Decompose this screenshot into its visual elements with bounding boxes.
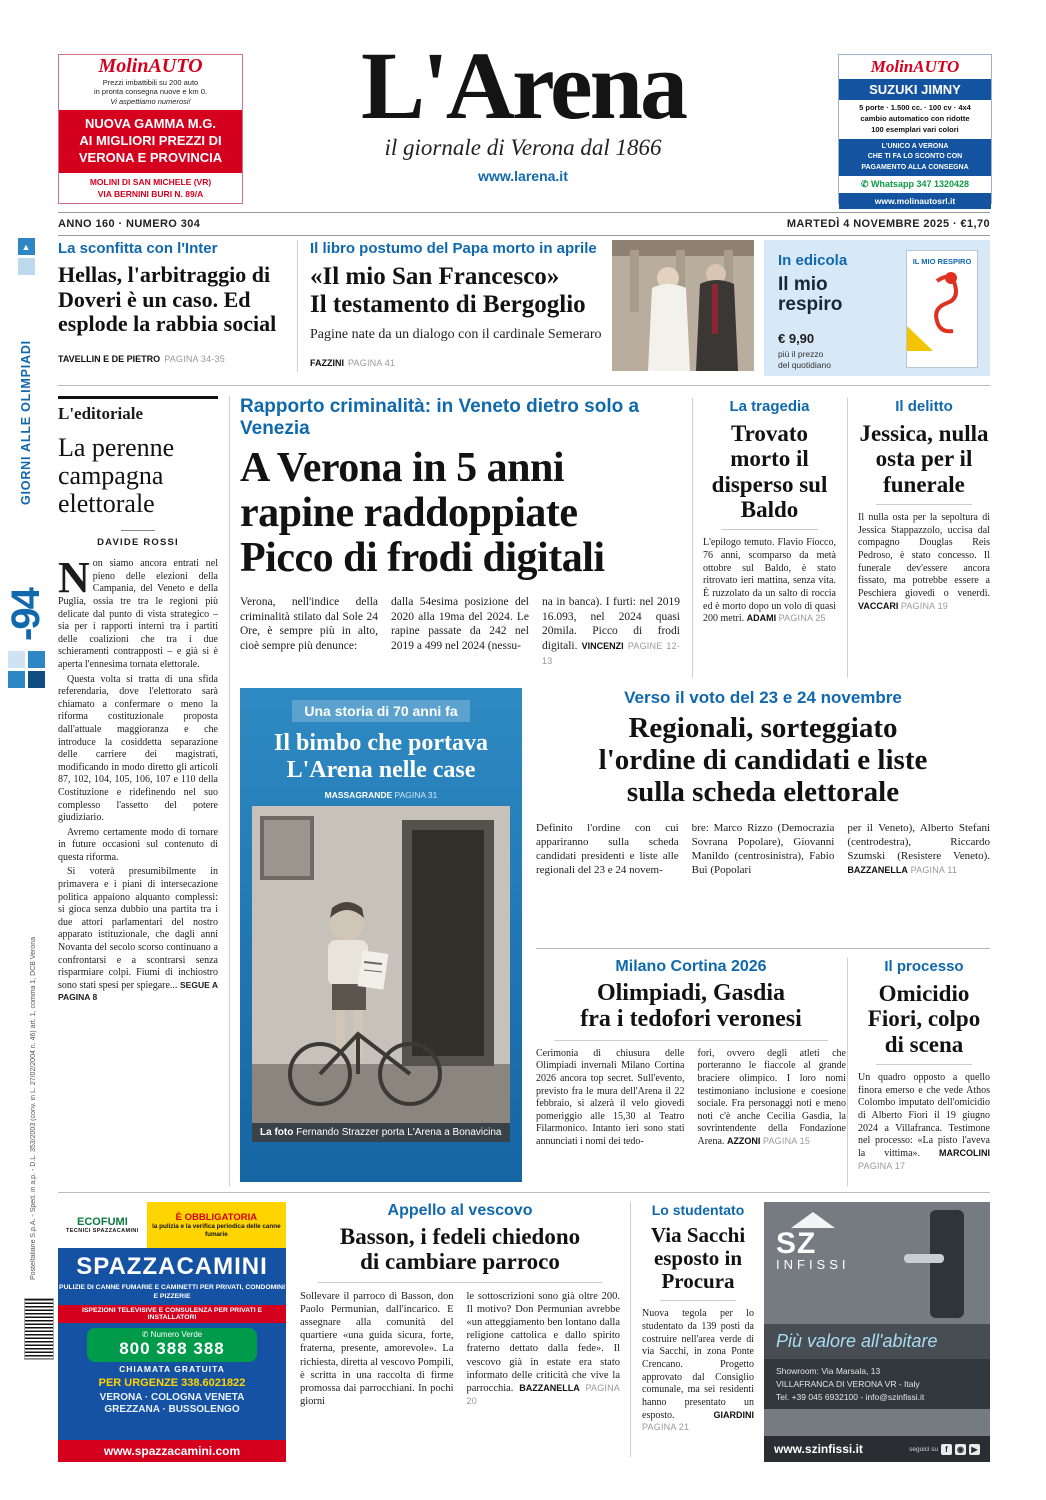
story-byline: ADAMI	[746, 613, 777, 624]
molinauto-logo: MolinAUTO	[870, 57, 960, 76]
social-icons: seguici su f ◉ ▶	[909, 1444, 980, 1455]
story-page-ref: PAGINA 21	[642, 1422, 690, 1433]
story-headline: Omicidio Fiori, colpo di scena	[867, 981, 981, 1057]
story-byline: TAVELLIN E DE PIETRO	[58, 353, 161, 364]
story-kicker: Lo studentato	[651, 1202, 745, 1218]
olympics-countdown-label: GIORNI ALLE OLIMPIADI	[19, 340, 33, 505]
book-cover-art	[907, 266, 977, 351]
divider	[58, 1192, 990, 1193]
divider	[229, 396, 230, 1186]
story-page-ref: PAGINA 34-35	[164, 353, 225, 364]
pope-photo	[612, 240, 754, 371]
story-basson[interactable]	[300, 1202, 620, 1409]
ad-molinauto-left[interactable]	[58, 54, 243, 204]
barcode	[24, 1298, 54, 1360]
molinauto-logo: MolinAUTO	[98, 55, 203, 77]
ecofumi-logo: ECOFUMI TECNICI SPAZZACAMINI	[58, 1202, 147, 1248]
divider	[660, 1300, 736, 1301]
ad-free-call: CHIAMATA GRATUITA	[119, 1363, 225, 1374]
edicola-kicker: In edicola	[778, 252, 848, 269]
boy-bicycle-photo	[252, 806, 510, 1142]
story-body: L'epilogo temuto. Flavio Fiocco, 76 anni, scomparso da metà ottobre sul Baldo, è stato ritrovato ieri mattina, senza vita. È ruzzolato da un salto di roccia ed è morto dopo un volo di quasi 200 metri. ADAMI PAGINA 25	[703, 537, 836, 625]
divider	[630, 1202, 631, 1457]
publisher-imprint: PosteItaliane S.p.A. - Sped. in a.p. - D.L. 353/2003 (conv. in L. 27/02/2004 n. 46) art. 1, comma 1, DCB Verona	[30, 936, 37, 1280]
ad-address: Showroom: Via Marsala, 13 VILLAFRANCA DI VERONA VR - Italy Tel. +39 045 6932100 - info@szinfissi.it	[764, 1359, 990, 1409]
photo-feature-label: Una storia di 70 anni fa	[292, 700, 469, 722]
story-body: Definito l'ordine con cui appariranno sulla scheda candidati presidenti e liste alle regionali del 23 e 24 novem- bre: Marco Rizzo (Democrazia Sovrana Popolare), Giovanni Manildo (centrosinistra), Fabio Bui (Popolari per il Veneto), Alberto Stefani (centrodestra), Riccardo Szumski (Resistere Veneto). BAZZANELLA PAGINA 11	[536, 821, 991, 876]
ad-emergency-number: PER URGENZE 338.6021822	[98, 1376, 246, 1389]
ad-services: PULIZIE DI CANNE FUMARIE E CAMINETTI PER PRIVATI, CONDOMINI E PIZZERIE	[59, 1284, 285, 1300]
photo-feature-headline: Il bimbo che portava L'Arena nelle case	[273, 730, 488, 783]
story-byline: AZZONI	[726, 1135, 761, 1146]
story-page-ref: PAGINE 12-13	[542, 640, 681, 666]
ad-claim: L'UNICO A VERONA CHE TI FA LO SCONTO CON PAGAMENTO ALLA CONSEGNA	[839, 139, 991, 177]
story-headline: Regionali, sorteggiato l'ordine di candidati e liste sulla scheda elettorale	[598, 712, 928, 808]
ad-model: SUZUKI JIMNY	[839, 79, 991, 100]
story-processo[interactable]	[858, 958, 990, 1173]
whatsapp-icon: ✆	[860, 179, 869, 190]
story-byline: FAZZINI	[310, 358, 344, 368]
ad-services-2: ISPEZIONI TELEVISIVE E CONSULENZA PER PRIVATI E INSTALLATORI	[58, 1305, 286, 1323]
editorial-title: La perenne campagna elettorale	[58, 433, 175, 519]
pope-photo-image	[612, 240, 754, 371]
edicola-price: € 9,90	[778, 330, 815, 346]
story-page-ref: PAGINA 15	[762, 1135, 811, 1146]
ad-claim: Più valore all'abitare	[764, 1324, 990, 1359]
ad-small-text: Prezzi imbattibili su 200 auto in pronta consegna nuove e km 0. Vi aspettiamo numerosi!	[94, 78, 207, 106]
story-page-ref: PAGINA 11	[910, 864, 958, 875]
ad-site-link[interactable]: www.molinautosrl.it	[839, 193, 991, 209]
ad-site-link[interactable]: www.szinfissi.it	[774, 1442, 863, 1456]
divider	[847, 398, 848, 678]
divider	[536, 948, 990, 949]
story-page-ref: PAGINA 17	[858, 1160, 906, 1171]
story-byline: VACCARI	[858, 600, 899, 611]
continues-ref: SEGUE A PAGINA 8	[58, 979, 218, 1003]
divider	[876, 1064, 972, 1065]
divider	[297, 240, 298, 372]
story-subhead: Pagine nate da un dialogo con il cardinale Semeraro	[310, 327, 602, 342]
story-body: Il nulla osta per la sepoltura di Jessica Stappazzolo, uccisa dal compagno Douglas Reis Pedroso, è stato concesso. Il funerale dev'essere ancora fissato, ma potrebbe essere a Peschiera giovedì o venerdì. VACCARI PAGINA 19	[858, 511, 990, 611]
story-kicker: Il libro postumo del Papa morto in aprile	[310, 240, 597, 257]
editorial-paragraph: Avremo certamente modo di tornare in future occasioni sul contenuto di questa riforma.	[58, 826, 218, 863]
divider	[692, 398, 693, 678]
divider	[721, 529, 818, 530]
story-body: Un quadro opposto a quello finora emerso e che vede Athos Colombo imputato dell'omicidio di Alberto Fiori il 19 giugno 2024 a Villafranca. Testimone nel processo: «La pisto l'aveva la vittima». MARCOLINI PAGINA 17	[858, 1071, 991, 1171]
divider	[876, 504, 972, 505]
story-byline: VINCENZI	[581, 640, 624, 651]
story-headline: Via Sacchi esposto in Procura	[650, 1223, 746, 1294]
olympics-countdown-strip	[4, 238, 48, 708]
story-kicker: La sconfitta con l'Inter	[58, 240, 218, 257]
editorial-label: L'editoriale	[58, 396, 218, 424]
editorial-paragraph: Non siamo ancora entrati nel pieno delle elezioni della Campania, del Veneto e della Puglia, ossia tre tra le regioni più delicate dal punto di vista strategico – sia per i rapporti interni tra i partiti delle coalizioni che tra i due schieramenti contrapposti – e già si è aperta l'ennesima tornata elettorale.	[58, 553, 218, 670]
edicola-title: Il mio respiro	[778, 274, 843, 315]
ad-address: MOLINI DI SAN MICHELE (VR) VIA BERNINI BURI N. 89/A	[89, 176, 212, 199]
issue-number: ANNO 160 · NUMERO 304	[58, 218, 201, 230]
house-roof-icon	[791, 1212, 835, 1228]
editorial-author: DAVIDE ROSSI	[97, 537, 179, 549]
story-main-crime-report[interactable]	[240, 396, 680, 668]
story-kicker: La tragedia	[729, 398, 810, 415]
instagram-icon[interactable]: ◉	[955, 1444, 966, 1455]
story-kicker: Il processo	[884, 958, 964, 975]
szinfissi-logo: SZ INFISSI	[776, 1212, 850, 1272]
ad-specs: 5 porte · 1.500 cc. · 100 cv · 4x4 cambio automatico con ridotte 100 esemplari vari colori	[859, 103, 971, 134]
boy-bicycle-photo-image	[252, 806, 510, 1142]
facebook-icon[interactable]: f	[941, 1444, 952, 1455]
story-headline: A Verona in 5 anni rapine raddoppiate Picco di frodi digitali	[240, 445, 605, 581]
divider	[58, 385, 990, 386]
ad-whatsapp: ✆ Whatsapp 347 1320428	[860, 179, 970, 190]
editorial-column[interactable]	[58, 396, 218, 1186]
story-headline: Olimpiadi, Gasdia fra i tedofori veronesi	[580, 980, 802, 1033]
photo-caption: La foto Fernando Strazzer porta L'Arena a Bonavicina	[252, 1123, 510, 1142]
story-byline: BAZZANELLA	[847, 864, 908, 875]
ad-molinauto-right[interactable]	[838, 54, 992, 207]
issue-bar	[58, 212, 990, 236]
story-headline: Jessica, nulla osta per il funerale	[859, 421, 989, 497]
story-body: Verona, nell'indice della criminalità stilato dal Sole 24 Ore, è sempre più in alto, cioè sempre più denunce: dalla 54esima posizione del 2020 alla 19ma del 2024. Le rapine passate da 242 nel 2019 a 499 nel 2024 (nessu- na in banca). I furti: nel 2019 16.093, nel 2024 quasi 20mila. Picco di frodi digitali. VINCENZI PAGINE 12-13	[240, 595, 681, 666]
story-headline: «Il mio San Francesco» Il testamento di Bergoglio	[310, 263, 586, 318]
paper-website-link[interactable]: www.larena.it	[478, 168, 568, 185]
olympics-icon: ▲	[18, 238, 35, 255]
edicola-promo-box[interactable]	[764, 240, 990, 376]
ad-cities: VERONA · COLOGNA VENETA GREZZANA · BUSSOLENGO	[99, 1391, 245, 1416]
ad-szinfissi[interactable]	[764, 1202, 990, 1462]
story-delitto[interactable]	[858, 398, 990, 613]
editorial-paragraph: Questa volta si tratta di una sfida referendaria, dove l'elettorato sarà chiamato a confermare o meno la riforma costituzionale proposta dall'attuale maggioranza e che introduce la cosiddetta separazione delle carriere dei magistrati, modificando in modo diretto gli articoli 87, 102, 104, 105, 106, 107 e 110 della Costituzione e ridefinendo nel suo complesso l'assetto del potere giudiziario.	[58, 673, 218, 824]
story-kicker: Verso il voto del 23 e 24 novembre	[624, 688, 902, 707]
ad-title: SPAZZACAMINI	[76, 1253, 268, 1280]
story-body: Nuova tegola per lo studentato da 139 posti da costruire nell'area verde di via Sacchi, in zona Ponte Crencano. Progetto approvato dal Consiglio comunale, ma sei residenti hanno presentato un esposto. GIARDINI PAGINA 21	[642, 1308, 754, 1433]
photo-feature-byline: MASSAGRANDE PAGINA 31	[324, 789, 438, 800]
story-kicker: Il delitto	[895, 398, 953, 415]
book-cover	[906, 250, 978, 368]
story-studentato[interactable]	[642, 1202, 754, 1435]
story-headline: Basson, i fedeli chiedono di cambiare parroco	[339, 1224, 581, 1275]
ad-toll-free: ✆ Numero Verde 800 388 388	[87, 1328, 257, 1362]
story-papa[interactable]	[310, 240, 602, 371]
story-tragedia[interactable]	[703, 398, 836, 626]
door-handle-image	[930, 1210, 964, 1318]
story-olimpiadi[interactable]	[536, 958, 846, 1149]
ad-site-link[interactable]: www.spazzacamini.com	[58, 1440, 286, 1462]
olympics-squares-icon	[8, 651, 45, 688]
book-cover-title: IL MIO RESPIRO	[912, 257, 972, 266]
story-page-ref: PAGINA 20	[466, 1383, 621, 1407]
issue-date-price: MARTEDÌ 4 NOVEMBRE 2025 · €1,70	[786, 218, 990, 230]
olympics-icon	[18, 258, 35, 275]
ad-main-claim: NUOVA GAMMA M.G. AI MIGLIORI PREZZI DI VERONA E PROVINCIA	[59, 110, 242, 173]
story-headline: Hellas, l'arbitraggio di Doveri è un caso. Ed esplode la rabbia social	[58, 262, 277, 337]
divider	[847, 958, 848, 1186]
divider	[554, 1040, 828, 1041]
divider	[318, 1282, 602, 1283]
divider	[121, 530, 155, 531]
story-kicker: Rapporto criminalità: in Veneto dietro solo a Venezia	[240, 396, 640, 439]
story-regionali[interactable]	[536, 688, 990, 877]
drop-cap: N	[58, 553, 90, 603]
masthead	[262, 32, 784, 185]
story-headline: Trovato morto il disperso sul Baldo	[711, 421, 828, 522]
story-page-ref: PAGINA 41	[348, 358, 396, 368]
story-byline: GIARDINI	[713, 1409, 754, 1420]
paper-tagline: il giornale di Verona dal 1866	[384, 135, 662, 161]
story-byline: MARCOLINI	[939, 1148, 991, 1159]
paper-title: L'Arena	[361, 32, 685, 139]
ad-spazzacamini[interactable]	[58, 1202, 286, 1462]
ad-notice: È OBBLIGATORIA la pulizia e la verifica periodica delle canne fumarie	[147, 1202, 286, 1248]
story-body: Cerimonia di chiusura delle Olimpiadi invernali Milano Cortina 2026 ancora top secret. Sull'evento, previsto fra le mura dell'Arena il 22 febbraio, si alzerà il velo giovedì pomeriggio alle 15,30 al Teatro Filarmonico. Intanto ieri sono stati annunciati i nomi dei tedo- fori, ovvero degli atleti che porteranno le fiaccole al grande braciere olimpico. I loro nomi testimoniano inclusione e coesione sociale. Fra personaggi noti e meno noti c'è anche Cecilia Gasdia, la sovrintendente della Fondazione Arena. AZZONI PAGINA 15	[536, 1047, 846, 1147]
story-byline: BAZZANELLA	[519, 1383, 580, 1394]
story-page-ref: PAGINA 19	[900, 600, 948, 611]
phone-icon: ✆	[141, 1329, 149, 1339]
edicola-note: più il prezzo del quotidiano	[778, 348, 831, 370]
story-hellas[interactable]	[58, 240, 288, 367]
story-page-ref: PAGINA 25	[778, 613, 826, 624]
story-kicker: Milano Cortina 2026	[615, 958, 767, 975]
photo-feature-block[interactable]	[240, 688, 522, 1182]
editorial-paragraph: Si voterà presumibilmente in primavera e i piani di intersecazione politica appaiono alquanto complessi: si gioca senza dubbio una partita tra i due attori parlamentari del nostro apparato istituzionale, che dagli anni Novanta del secolo scorso continuano a confrontarsi e a scontrarsi senza risparmiare colpi. Fiumi di inchiostro sono stati spesi per spiegare... SEGUE A PAGINA 8	[58, 866, 218, 1003]
story-body: Sollevare il parroco di Basson, don Paolo Permunian, dall'incarico. E assegnare alla comunità del quartiere «una guida sicura, forte, fraterna, presente, amorevole». La richiesta, diretta al vescovo Pompili, è scritta in una raccolta di firme promossa dai parrocchiani. In pochi giorni le sottoscrizioni sono già oltre 200. Il motivo? Don Permunian avrebbe «un atteggiamento ben lontano dalla religione cattolica e dallo spirito fraterno dettato dalla fede». Il vescovo già in estate era stato informato delle criticità che vive la parrocchia. BAZZANELLA PAGINA 20	[300, 1290, 621, 1408]
youtube-icon[interactable]: ▶	[969, 1444, 980, 1455]
story-kicker: Appello al vescovo	[387, 1202, 533, 1219]
olympics-countdown-days: -94	[3, 589, 48, 641]
